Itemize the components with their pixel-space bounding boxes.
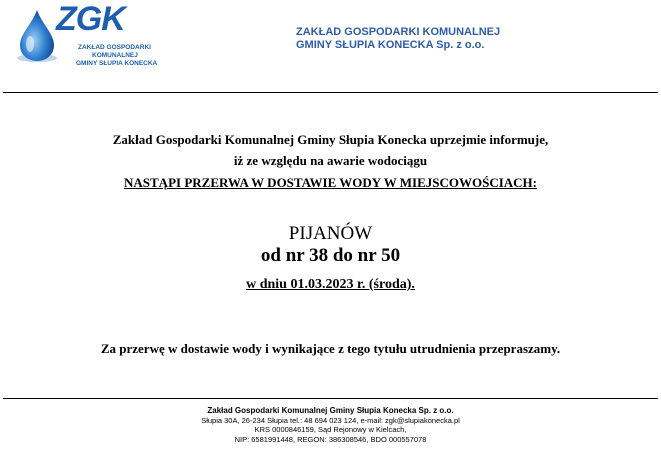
location-name: PIJANÓW: [288, 223, 373, 244]
footer-divider: [3, 398, 658, 399]
logo-subtitle-line: ZAKŁAD GOSPODARKI: [78, 44, 151, 51]
zgk-logo: [14, 0, 164, 72]
footer-address: Słupia 30A, 26-234 Słupia tel.: 48 694 023 124, e-mail: zgk@slupiakonecka.pl: [201, 415, 460, 425]
company-name-header: [296, 26, 500, 52]
footer-company-name: Zakład Gospodarki Komunalnej Gminy Słupia Konecka Sp. z o.o.: [207, 406, 454, 415]
logo-subtitle-line: KOMUNALNEJ: [92, 52, 138, 59]
logo-subtitle-line: GMINY SŁUPIA KONECKA: [76, 60, 158, 67]
company-name-line: GMINY SŁUPIA KONECKA Sp. z o.o.: [296, 39, 485, 51]
apology-text: Za przerwę w dostawie wody i wynikające z tego tytułu utrudnienia przepraszamy.: [100, 341, 561, 356]
notice-headline: NASTĄPI PRZERWA W DOSTAWIE WODY W MIEJSCOWOŚCIACH:: [124, 175, 537, 190]
water-drop-icon: [14, 8, 60, 64]
footer-krs: KRS 0000846159, Sąd Rejonowy w Kielcach,: [254, 425, 407, 435]
house-number-range: od nr 38 do nr 50: [260, 245, 401, 266]
notice-reason: iż ze względu na awarie wodociągu: [233, 153, 428, 168]
header-divider: [3, 92, 658, 93]
logo-wordmark: ZGK: [56, 0, 125, 38]
notice-intro: Zakład Gospodarki Komunalnej Gminy Słupia Konecka uprzejmie informuje,: [112, 132, 549, 147]
outage-date: w dniu 01.03.2023 r. (środa).: [246, 277, 415, 292]
footer: [0, 406, 661, 444]
footer-ids: NIP: 6581991448, REGON: 386308546, BDO 000557078: [234, 434, 427, 444]
letterhead: [0, 0, 661, 92]
company-name-line: ZAKŁAD GOSPODARKI KOMUNALNEJ: [296, 26, 501, 38]
